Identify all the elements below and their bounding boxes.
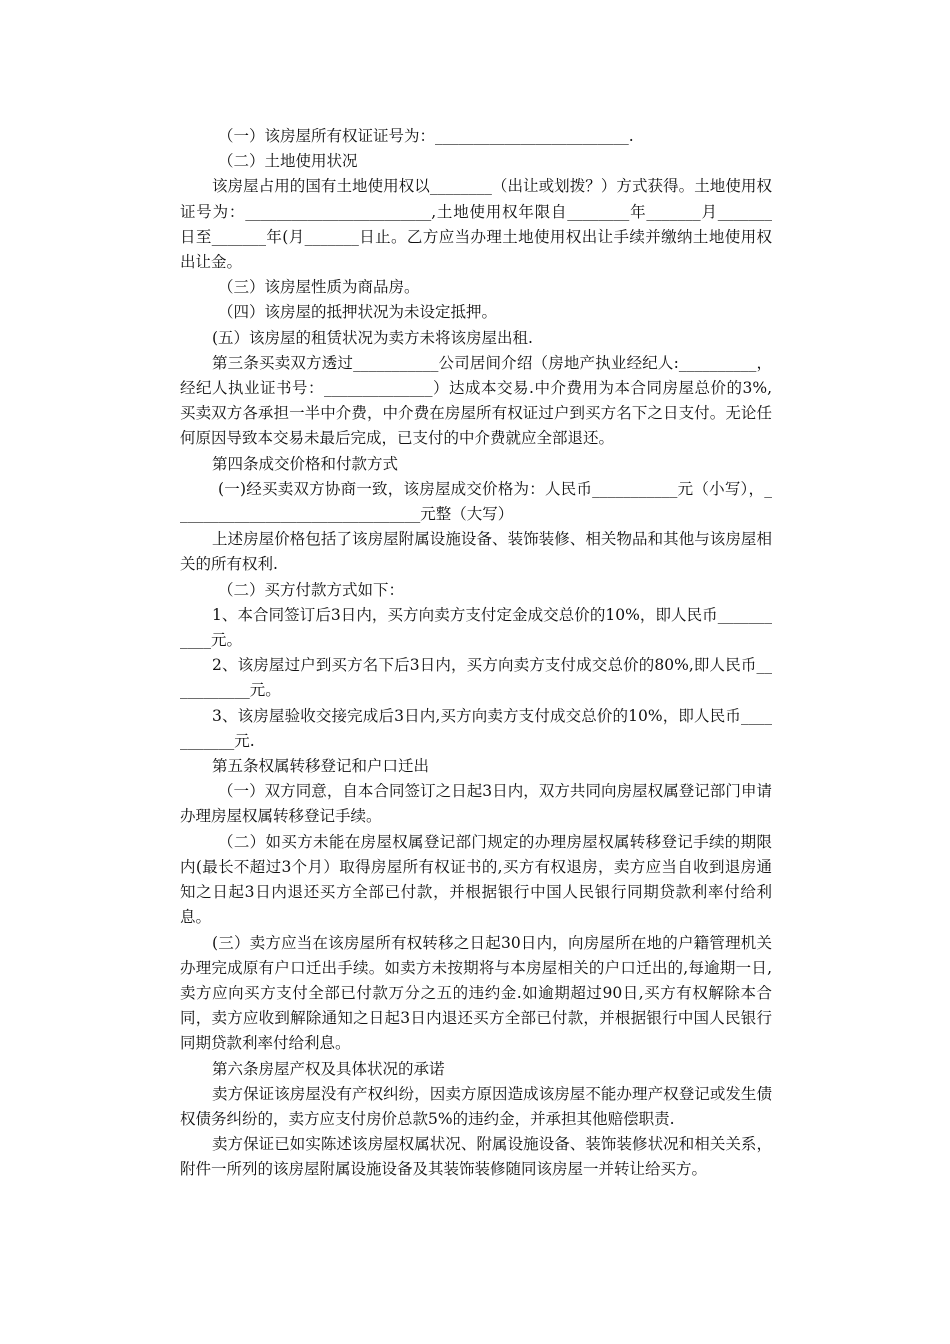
clause-lease-status: (五）该房屋的租赁状况为卖方未将该房屋出租. bbox=[212, 328, 533, 347]
clause-payment-method-heading: （二）买方付款方式如下： bbox=[218, 580, 405, 599]
clause-no-title-dispute: 卖方保证该房屋没有产权纠纷，因卖方原因造成该房屋不能办理产权登记或发生债权债务纠纷的，卖方应支付房价总款5%的违约金，并承担其他赔偿职责. bbox=[180, 1084, 772, 1128]
contract-page bbox=[180, 124, 772, 1183]
clause-registration-failure: （二）如买方未能在房屋权属登记部门规定的办理房屋权属转移登记手续的期限内(最长不超过3个月）取得房屋所有权证书的,买方有权退房，卖方应当自收到退房通知之日起3日内退还买方全部已付款，并根据银行中国人民银行同期贷款利率付给利息。 bbox=[180, 832, 772, 927]
article-5-heading: 第五条权属转移登记和户口迁出 bbox=[212, 757, 430, 776]
clause-mortgage-status: （四）该房屋的抵押状况为未设定抵押。 bbox=[218, 303, 498, 322]
clause-land-use-heading: （二）土地使用状况 bbox=[218, 152, 358, 171]
payment-item-transfer: 2、该房屋过户到买方名下后3日内，买方向卖方支付成交总价的80%,即人民币___________元。 bbox=[180, 656, 772, 700]
clause-registration-application: （一）双方同意，自本合同签订之日起3日内，双方共同向房屋权属登记部门申请办理房屋权属转移登记手续。 bbox=[180, 782, 772, 826]
payment-item-handover: 3、该房屋验收交接完成后3日内,买方向卖方支付成交总价的10%，即人民币___________元. bbox=[180, 706, 772, 750]
clause-accurate-statement: 卖方保证已如实陈述该房屋权属状况、附属设施设备、装饰装修状况和相关关系，附件一所列的该房屋附属设施设备及其装饰装修随同该房屋一并转让给买方。 bbox=[180, 1135, 772, 1179]
article-4-heading: 第四条成交价格和付款方式 bbox=[212, 454, 399, 473]
payment-item-deposit: 1、本合同签订后3日内，买方向卖方支付定金成交总价的10%，即人民币___________元。 bbox=[180, 605, 772, 650]
clause-household-registration: (三）卖方应当在该房屋所有权转移之日起30日内，向房屋所在地的户籍管理机关办理完成原有户口迁出手续。如卖方未按期将与本房屋相关的户口迁出的,每逾期一日,卖方应向买方支付全部已付款万分之五的违约金.如逾期超过90日,买方有权解除本合同，卖方应收到解除通知之日起3日内退还买方全部已付款，并根据银行中国人民银行同期贷款利率付给利息。 bbox=[180, 933, 772, 1053]
clause-price-inclusions: 上述房屋价格包括了该房屋附属设施设备、装饰装修、相关物品和其他与该房屋相关的所有权利. bbox=[180, 530, 772, 574]
clause-land-use-detail: 该房屋占用的国有土地使用权以________（出让或划拨？）方式获得。土地使用权证号为：________________________,土地使用权年限自________年_______月_______日至_______年(月_______日止。乙方应当办理土地使用权出让手续并缴纳土地使用权出让金。 bbox=[180, 177, 772, 272]
article-3-agency: 第三条买卖双方透过___________公司居间介绍（房地产执业经纪人:__________，经纪人执业证书号：______________）达成本交易.中介费用为本合同房屋总价的3%,买卖双方各承担一半中介费，中介费在房屋所有权证过户到买方名下之日支付。无论任何原因导致本交易未最后完成，已支付的中介费就应全部退还。 bbox=[180, 353, 772, 448]
clause-transaction-price: (一)经买卖双方协商一致，该房屋成交价格为：人民币___________元（小写），________________________________元整（大写） bbox=[180, 479, 772, 524]
clause-property-nature: （三）该房屋性质为商品房。 bbox=[218, 278, 420, 297]
clause-ownership-certificate-number: （一）该房屋所有权证证号为：_________________________. bbox=[218, 127, 634, 145]
article-6-heading: 第六条房屋产权及具体状况的承诺 bbox=[212, 1059, 445, 1078]
